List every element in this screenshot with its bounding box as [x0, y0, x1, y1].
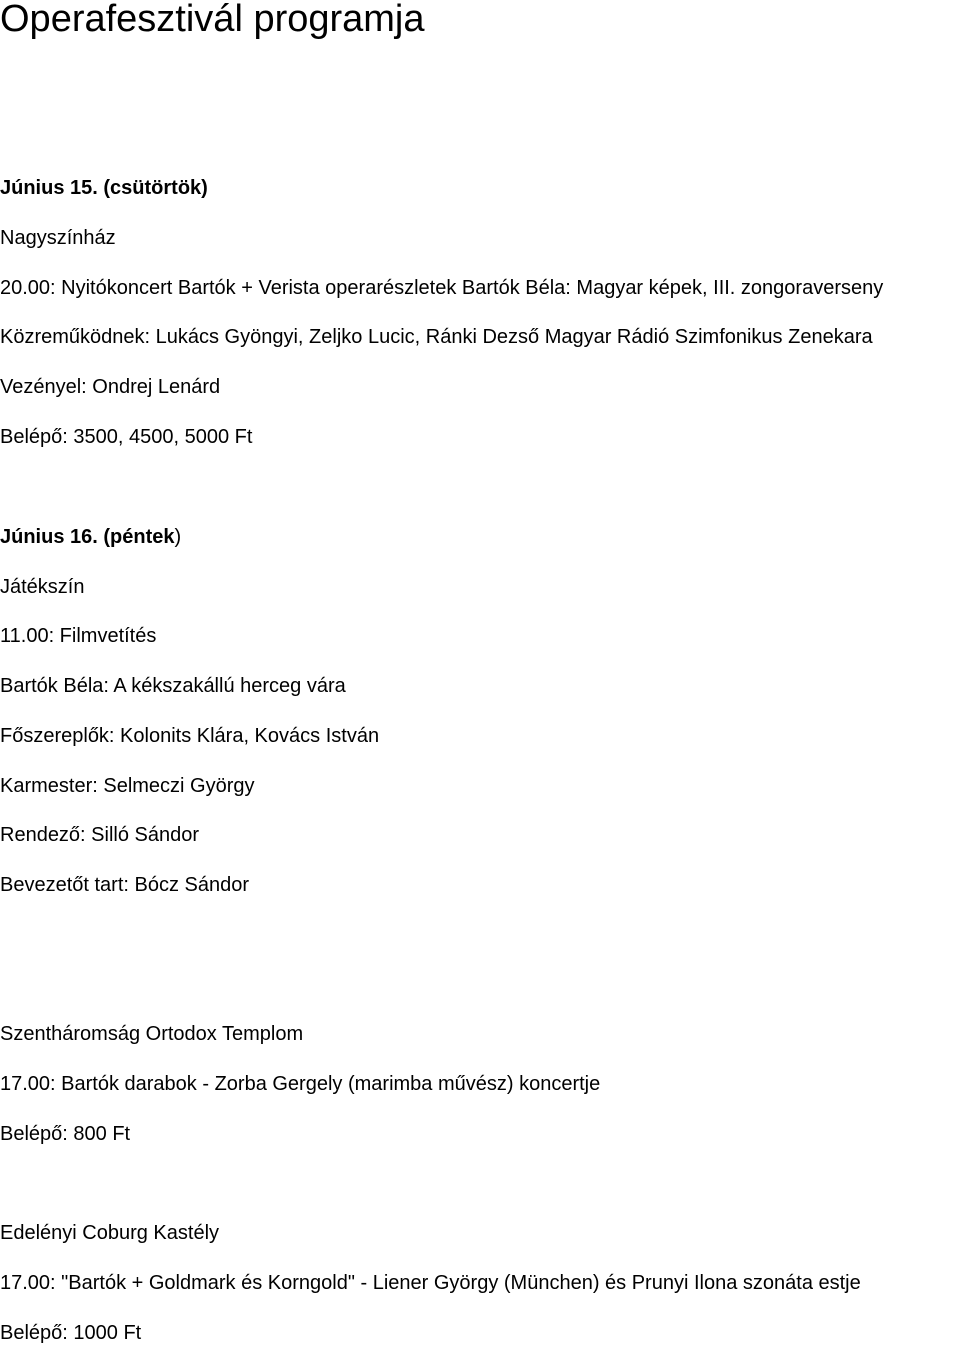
page-title: Operafesztivál programja	[0, 0, 425, 40]
event3-venue: Edelényi Coburg Kastély	[0, 1222, 220, 1244]
event3-program: 17.00: "Bartók + Goldmark és Korngold" - Liener György (München) és Prunyi Ilona szonáta estje	[0, 1272, 861, 1294]
day2-date-rest: )	[174, 526, 182, 548]
day2-cast: Főszereplők: Kolonits Klára, Kovács István	[0, 725, 380, 747]
day1-price: Belépő: 3500, 4500, 5000 Ft	[0, 426, 253, 448]
day1-performers: Közreműködnek: Lukács Gyöngyi, Zeljko Lucic, Ránki Dezső Magyar Rádió Szimfonikus Zenekara	[0, 326, 873, 348]
day2-program: 11.00: Filmvetítés	[0, 625, 157, 647]
day2-director: Rendező: Silló Sándor	[0, 824, 200, 846]
day2-conductor: Karmester: Selmeczi György	[0, 775, 255, 797]
day2-venue: Játékszín	[0, 576, 85, 598]
day2-intro: Bevezetőt tart: Bócz Sándor	[0, 874, 250, 896]
day1-venue: Nagyszínház	[0, 227, 116, 249]
day2-date	[0, 525, 181, 549]
event2-venue: Szentháromság Ortodox Templom	[0, 1023, 304, 1045]
event2-program: 17.00: Bartók darabok - Zorba Gergely (marimba művész) koncertje	[0, 1073, 601, 1095]
day2-work: Bartók Béla: A kékszakállú herceg vára	[0, 675, 346, 697]
event3-price: Belépő: 1000 Ft	[0, 1322, 142, 1344]
day1-program: 20.00: Nyitókoncert Bartók + Verista operarészletek Bartók Béla: Magyar képek, III. zongoraverseny	[0, 277, 884, 299]
event2-price: Belépő: 800 Ft	[0, 1123, 131, 1145]
day2-date-bold: Június 16. (péntek	[0, 526, 175, 548]
day1-date: Június 15. (csütörtök)	[0, 177, 208, 199]
day1-conductor: Vezényel: Ondrej Lenárd	[0, 376, 221, 398]
